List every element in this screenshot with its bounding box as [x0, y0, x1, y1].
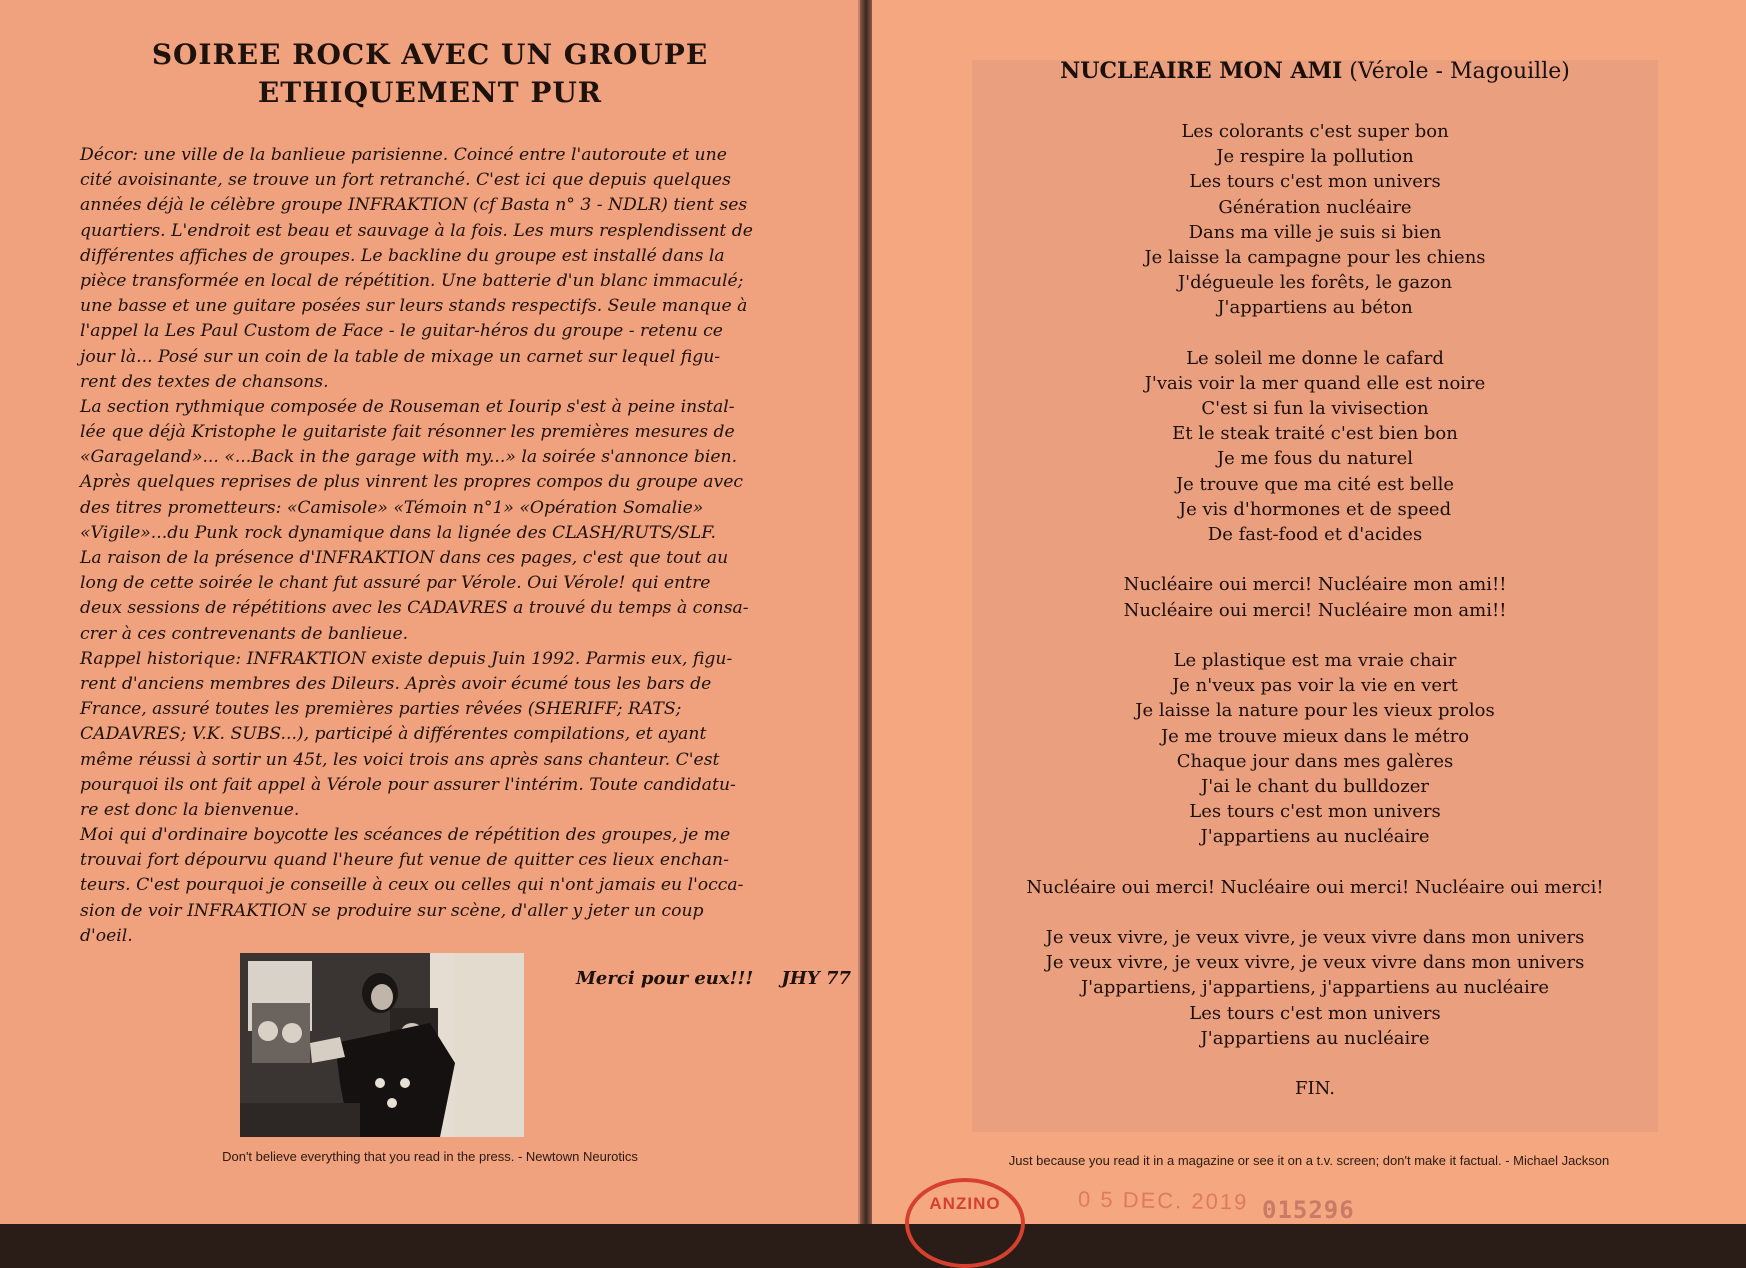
article-body-line: trouvai fort dépourvu quand l'heure fut venue de quitter ces lieux enchan-: [80, 850, 729, 871]
lyric-line: J'ai le chant du bulldozer: [1200, 775, 1430, 797]
lyric-line: FIN.: [1295, 1078, 1335, 1100]
article-body-line: une basse et une guitare posées sur leurs stands respectifs. Seule manque à: [80, 296, 748, 317]
article-body-line: Moi qui d'ordinaire boycotte les scéances de répétition des groupes, je me: [80, 825, 731, 846]
article-body-line: Décor: une ville de la banlieue parisienne. Coincé entre l'autoroute et une: [80, 145, 727, 165]
lyric-line: Je trouve que ma cité est belle: [1175, 473, 1455, 495]
article-body-line: crer à ces contrevenants de banlieue.: [80, 623, 409, 644]
lyric-line: Je veux vivre, je veux vivre, je veux vivre dans mon univers: [1045, 952, 1585, 974]
lyric-line: Je vis d'hormones et de speed: [1178, 498, 1452, 520]
band-photo-image: [240, 953, 524, 1137]
article-body-line: La section rythmique composée de Rouseman et Iourip s'est à peine instal-: [80, 396, 735, 417]
article-body-line: rent d'anciens membres des Dileurs. Après avoir écumé tous les bars de: [80, 673, 712, 694]
lyric-line: Les tours c'est mon univers: [1189, 801, 1441, 823]
lyric-line: J'appartiens au béton: [1217, 297, 1413, 319]
lyric-line: J'dégueule les forêts, le gazon: [1177, 272, 1453, 294]
article-body-line: pièce transformée en local de répétition. Une batterie d'un blanc immaculé;: [80, 270, 744, 291]
stamp-number: 015296: [1262, 1196, 1355, 1224]
lyric-line: Chaque jour dans mes galères: [1176, 750, 1454, 772]
article-body-line: rent des textes de chansons.: [80, 371, 329, 392]
stamp-date: 0 5 DEC. 2019: [1077, 1186, 1249, 1215]
lyric-line: Les tours c'est mon univers: [1189, 171, 1441, 193]
right-footer-quote: Just because you read it in a magazine or see it on a t.v. screen; don't make it factual. - Michael Jackson: [1008, 1153, 1610, 1168]
lyric-line: De fast-food et d'acides: [1207, 524, 1423, 545]
article-body-line: quartiers. L'endroit est beau et sauvage à la fois. Les murs resplendissent de: [80, 220, 753, 241]
song-credits: (Vérole - Magouille): [1342, 59, 1570, 84]
lyric-line: Je me trouve mieux dans le métro: [1160, 725, 1470, 747]
lyric-line: Le soleil me donne le cafard: [1186, 347, 1444, 369]
lyric-line: Le plastique est ma vraie chair: [1173, 649, 1457, 671]
article-body-line: «Vigile»...du Punk rock dynamique dans la lignée des CLASH/RUTS/SLF.: [80, 522, 716, 543]
lyric-line: Nucléaire oui merci! Nucléaire mon ami!!: [1123, 599, 1507, 621]
song-title: [972, 58, 1658, 84]
article-body-line: sion de voir INFRAKTION se produire sur scène, d'aller y jeter un coup: [80, 900, 704, 921]
article-body-line: Rappel historique: INFRAKTION existe depuis Juin 1992. Parmis eux, figu-: [80, 648, 733, 669]
band-photo: [240, 953, 524, 1137]
lyric-line: J'appartiens au nucléaire: [1200, 1027, 1430, 1049]
article-title-line: SOIREE ROCK AVEC UN GROUPE: [151, 38, 709, 71]
library-stamp: ANZINO: [905, 1178, 1025, 1268]
lyric-line: Je laisse la nature pour les vieux prolos: [1135, 700, 1495, 722]
lyrics-stanza: [972, 346, 1658, 548]
article-title: [0, 36, 860, 112]
lyric-line: J'appartiens, j'appartiens, j'appartiens au nucléaire: [1080, 977, 1550, 999]
lyric-line: Je me fous du naturel: [1216, 448, 1414, 470]
lyric-line: Nucléaire oui merci! Nucléaire oui merci! Nucléaire oui merci!: [1026, 876, 1604, 898]
article-body-line: deux sessions de répétitions avec les CADAVRES a trouvé du temps à consa-: [80, 598, 749, 619]
lyrics-stanza: [972, 875, 1658, 900]
lyric-line: Les colorants c'est super bon: [1181, 121, 1449, 142]
song-lyrics: [972, 119, 1658, 1127]
lyric-line: Et le steak traité c'est bien bon: [1172, 423, 1458, 445]
article-body-line: lée que déjà Kristophe le guitariste fait résonner les premières mesures de: [80, 422, 735, 443]
article-body-line: teurs. C'est pourquoi je conseille à ceux ou celles qui n'ont jamais eu l'occa-: [80, 875, 744, 896]
article-body-line: même réussi à sortir un 45t, les voici trois ans après sans chanteur. C'est: [80, 749, 720, 770]
lyric-line: Dans ma ville je suis si bien: [1188, 221, 1442, 243]
lyric-line: Je laisse la campagne pour les chiens: [1144, 246, 1486, 268]
lyrics-stanza: [972, 1076, 1658, 1101]
lyrics-stanza: [972, 119, 1658, 321]
closing-line: [576, 968, 851, 989]
article-body-line: pourquoi ils ont fait appel à Vérole pour assurer l'intérim. Toute candidatu-: [80, 774, 736, 795]
lyric-line: Génération nucléaire: [1218, 196, 1412, 218]
article-body-line: CADAVRES; V.K. SUBS...), participé à différentes compilations, et ayant: [80, 724, 707, 745]
article-body-line: long de cette soirée le chant fut assuré par Vérole. Oui Vérole! qui entre: [80, 573, 711, 594]
article-body: [80, 143, 820, 949]
article-body-line: d'oeil.: [80, 925, 133, 946]
lyrics-stanza: [972, 572, 1658, 622]
lyric-line: J'appartiens au nucléaire: [1200, 826, 1430, 848]
article-body-line: France, assuré toutes les premières parties rêvées (SHERIFF; RATS;: [80, 699, 682, 720]
lyric-line: C'est si fun la vivisection: [1201, 398, 1429, 420]
lyric-line: Je veux vivre, je veux vivre, je veux vivre dans mon univers: [1045, 927, 1585, 948]
song-title-main: NUCLEAIRE MON AMI: [1060, 58, 1343, 84]
lyric-line: Nucléaire oui merci! Nucléaire mon ami!!: [1123, 574, 1507, 596]
article-body-line: re est donc la bienvenue.: [80, 799, 300, 820]
lyrics-stanza: [972, 925, 1658, 1051]
article-body-line: Après quelques reprises de plus vinrent les propres compos du groupe avec: [80, 472, 743, 493]
article-body-line: La raison de la présence d'INFRAKTION dans ces pages, c'est que tout au: [80, 548, 729, 568]
article-body-line: cité avoisinante, se trouve un fort retranché. C'est ici que depuis quelques: [80, 170, 731, 191]
lyric-line: Je n'veux pas voir la vie en vert: [1172, 675, 1458, 697]
author-signature: JHY 77: [781, 968, 852, 989]
article-body-line: jour là... Posé sur un coin de la table de mixage un carnet sur lequel figu-: [80, 346, 721, 367]
article-body-line: l'appel la Les Paul Custom de Face - le guitar-héros du groupe - retenu ce: [80, 321, 723, 342]
article-title-line: ETHIQUEMENT PUR: [257, 76, 603, 109]
lyrics-stanza: [972, 648, 1658, 850]
lyric-line: Je respire la pollution: [1216, 146, 1414, 168]
lyric-line: J'vais voir la mer quand elle est noire: [1144, 372, 1486, 394]
article-body-line: des titres prometteurs: «Camisole» «Témoin n°1» «Opération Somalie»: [80, 497, 704, 518]
thanks-text: Merci pour eux!!!: [576, 968, 754, 989]
article-body-line: années déjà le célèbre groupe INFRAKTION (cf Basta n° 3 - NDLR) tient ses: [80, 195, 748, 216]
lyric-line: Les tours c'est mon univers: [1189, 1002, 1441, 1024]
page-gutter: [860, 0, 872, 1224]
left-footer-quote: Don't believe everything that you read in the press. - Newtown Neurotics: [222, 1149, 638, 1164]
article-body-line: différentes affiches de groupes. Le backline du groupe est installé dans la: [80, 245, 725, 266]
article-body-line: «Garageland»... «...Back in the garage with my...» la soirée s'annonce bien.: [80, 447, 738, 468]
